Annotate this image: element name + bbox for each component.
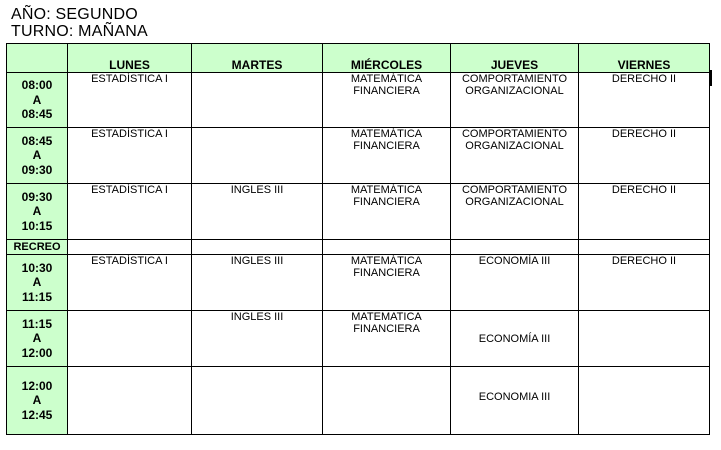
time-slot xyxy=(7,128,68,184)
recess-cell xyxy=(451,240,579,255)
recess-cell xyxy=(192,240,323,255)
time-start: 11:15 xyxy=(21,316,53,331)
subject-line: FINANCIERA xyxy=(353,140,420,152)
subject-line: ECONOMÍA III xyxy=(478,332,551,345)
subject-line: MATEMATICA xyxy=(351,311,422,323)
period-row xyxy=(7,367,710,435)
time-separator: A xyxy=(32,393,42,408)
time-end: 12:45 xyxy=(21,407,53,422)
time-start: 12:00 xyxy=(21,378,53,393)
time-separator: A xyxy=(32,204,42,219)
time-end: 09:30 xyxy=(21,162,53,177)
subject-line: DERECHO II xyxy=(611,73,677,85)
class-cell-martes xyxy=(192,73,323,128)
subject-line: MATEMÁTICA xyxy=(350,184,423,196)
subject-line: FINANCIERA xyxy=(353,196,420,208)
class-cell-martes xyxy=(192,311,323,367)
class-cell-martes xyxy=(192,128,323,184)
class-cell-lunes xyxy=(68,255,192,311)
subject-line: INGLES III xyxy=(230,311,284,323)
period-row xyxy=(7,128,710,184)
class-cell-miercoles xyxy=(323,255,451,311)
class-cell-viernes xyxy=(579,255,710,311)
class-cell-miercoles xyxy=(323,128,451,184)
subject-line: MATEMÁTICA xyxy=(350,73,423,85)
corner-cell xyxy=(7,44,68,73)
day-header-viernes: VIERNES xyxy=(579,44,710,73)
subject-line: MATEMÁTICA xyxy=(350,255,423,267)
day-header-jueves: JUEVES xyxy=(451,44,579,73)
subject-line: INGLES III xyxy=(230,255,284,267)
subject-line: ECONOMIA III xyxy=(478,390,551,403)
class-cell-viernes xyxy=(579,311,710,367)
time-start: 08:00 xyxy=(21,78,53,93)
subject-line: FINANCIERA xyxy=(353,85,420,97)
time-end: 08:45 xyxy=(21,107,53,122)
subject-line: INGLES III xyxy=(230,184,284,196)
class-cell-lunes xyxy=(68,73,192,128)
subject-line: FINANCIERA xyxy=(353,323,420,335)
recess-cell xyxy=(323,240,451,255)
time-slot xyxy=(7,367,68,435)
shift-heading: TURNO: MAÑANA xyxy=(11,23,148,40)
year-heading: AÑO: SEGUNDO xyxy=(11,6,138,23)
class-cell-miercoles xyxy=(323,367,451,435)
day-header-lunes: LUNES xyxy=(68,44,192,73)
class-cell-viernes xyxy=(579,73,710,128)
subject-line: COMPORTAMIENTO xyxy=(461,73,568,85)
time-end: 10:15 xyxy=(21,218,53,233)
subject-line: DERECHO II xyxy=(611,255,677,267)
recess-cell xyxy=(68,240,192,255)
subject-line: COMPORTAMIENTO xyxy=(461,184,568,196)
subject-line: ESTADÍSTICA I xyxy=(91,73,168,85)
subject-line: COMPORTAMIENTO xyxy=(461,128,568,140)
day-header-martes: MARTES xyxy=(192,44,323,73)
class-cell-jueves xyxy=(451,128,579,184)
subject-line: ECONOMÍA III xyxy=(478,255,551,267)
time-slot xyxy=(7,73,68,128)
class-cell-miercoles xyxy=(323,73,451,128)
class-cell-miercoles xyxy=(323,311,451,367)
subject-line: ESTADÍSTICA I xyxy=(91,128,168,140)
class-cell-martes xyxy=(192,184,323,240)
time-slot xyxy=(7,184,68,240)
subject-line: FINANCIERA xyxy=(353,267,420,279)
subject-line: DERECHO II xyxy=(611,128,677,140)
time-separator: A xyxy=(32,331,42,346)
time-start: 08:45 xyxy=(21,133,53,148)
edge-marker xyxy=(709,70,712,86)
time-start: 10:30 xyxy=(21,260,53,275)
period-row xyxy=(7,184,710,240)
subject-line: ORGANIZACIONAL xyxy=(465,85,564,97)
class-cell-viernes xyxy=(579,184,710,240)
class-cell-jueves xyxy=(451,73,579,128)
class-cell-martes xyxy=(192,255,323,311)
period-row xyxy=(7,255,710,311)
period-row xyxy=(7,73,710,128)
class-cell-lunes xyxy=(68,128,192,184)
class-cell-jueves xyxy=(451,311,579,367)
time-start: 09:30 xyxy=(21,189,53,204)
subject-line: DERECHO II xyxy=(611,184,677,196)
time-slot xyxy=(7,311,68,367)
class-cell-viernes xyxy=(579,367,710,435)
subject-line: ESTADÍSTICA I xyxy=(91,255,168,267)
recess-row xyxy=(7,240,710,255)
time-end: 12:00 xyxy=(21,345,53,360)
subject-line: ESTADÍSTICA I xyxy=(91,184,168,196)
subject-line: ORGANIZACIONAL xyxy=(465,140,564,152)
class-schedule-table xyxy=(6,43,710,435)
time-slot xyxy=(7,255,68,311)
period-row xyxy=(7,311,710,367)
day-header-row xyxy=(7,44,710,73)
time-end: 11:15 xyxy=(21,289,53,304)
time-separator: A xyxy=(32,148,42,163)
class-cell-jueves xyxy=(451,184,579,240)
class-cell-martes xyxy=(192,367,323,435)
day-header-miercoles: MIÉRCOLES xyxy=(323,44,451,73)
class-cell-lunes xyxy=(68,184,192,240)
subject-line: ORGANIZACIONAL xyxy=(465,196,564,208)
class-cell-jueves xyxy=(451,367,579,435)
time-separator: A xyxy=(32,92,42,107)
time-separator: A xyxy=(32,275,42,290)
class-cell-lunes xyxy=(68,311,192,367)
recess-cell xyxy=(579,240,710,255)
recess-label: RECREO xyxy=(7,240,68,255)
class-cell-miercoles xyxy=(323,184,451,240)
class-cell-viernes xyxy=(579,128,710,184)
subject-line: MATEMÁTICA xyxy=(350,128,423,140)
class-cell-lunes xyxy=(68,367,192,435)
class-cell-jueves xyxy=(451,255,579,311)
